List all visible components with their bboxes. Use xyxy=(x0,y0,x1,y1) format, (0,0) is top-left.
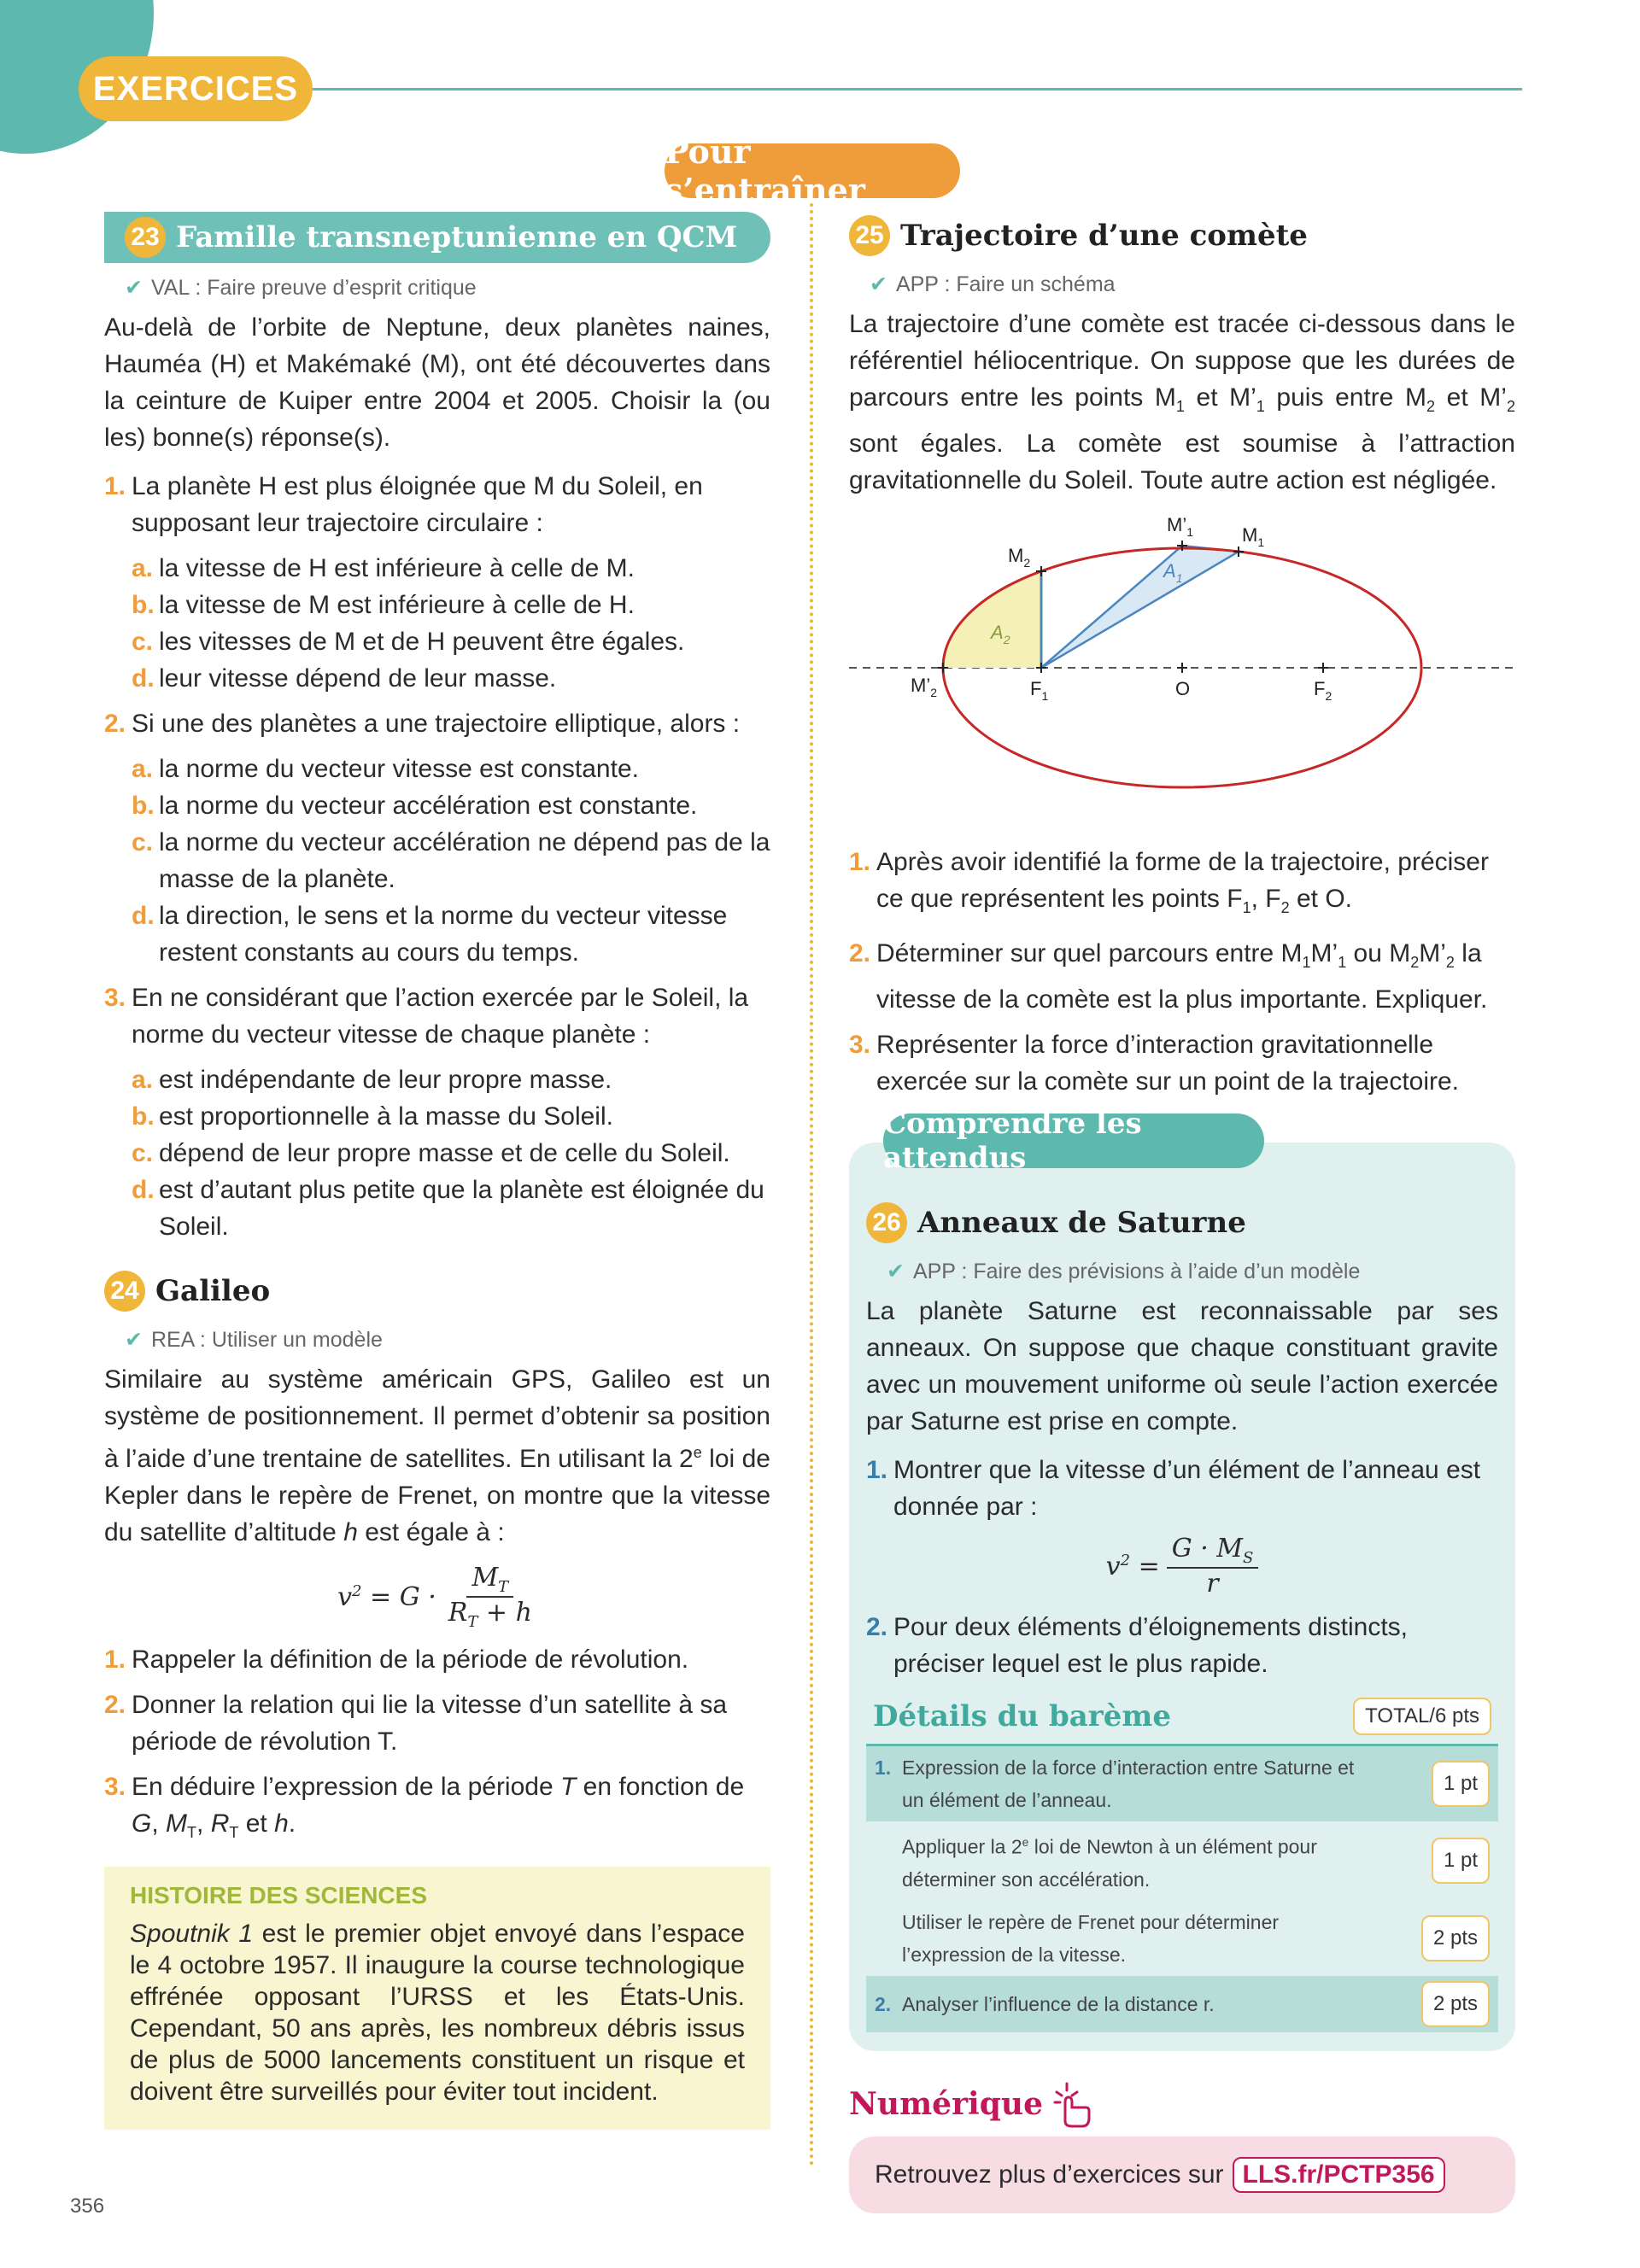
points-badge: 2 pts xyxy=(1421,1981,1490,2027)
right-column xyxy=(849,212,1515,2213)
exercise-26-header xyxy=(866,1199,1498,1247)
question: 1. Montrer que la vitesse d’un élément de l’anneau est donnée par : xyxy=(866,1456,1481,1521)
exercise-23-header xyxy=(104,212,770,263)
skill-line xyxy=(125,275,770,301)
skill-text: VAL : Faire preuve d’esprit critique xyxy=(150,276,477,300)
question: 3. Représenter la force d’interaction gravitationnelle exercée sur la comète sur un point de la trajectoire. xyxy=(849,1031,1460,1096)
exercise-title: Famille transneptunienne en QCM xyxy=(176,220,738,254)
attendus-tab: Comprendre les attendus xyxy=(883,1114,1264,1168)
bareme-row: Utiliser le repère de Frenet pour déterminer l’expression de la vitesse. 2 pts xyxy=(866,1901,1498,1976)
attendus-box xyxy=(849,1107,1515,2051)
exercise-intro: La trajectoire d’une comète est tracée ci-dessous dans le référentiel héliocentrique. On suppose que les durées de parcours entre les points $M_1$ et $M’_1$ puis entre $M_2$ et $M’_2$ sont égales. La comète est soumise à l’attraction gravitationnelle du Soleil. Toute autre action est négligée. xyxy=(849,310,1515,494)
question: 1. Après avoir identifié la forme de la trajectoire, préciser ce que représentent les points $F_1$, $F_2$ et O. xyxy=(849,848,1489,916)
option: d. la direction, le sens et la norme du vecteur vitesse restent constants au cours du temps. xyxy=(132,902,728,967)
numerique-title: Numérique xyxy=(849,2080,1515,2128)
header-rule xyxy=(313,88,1522,91)
label-f1: $F_1$ xyxy=(1030,678,1049,703)
bareme-header xyxy=(866,1691,1498,1746)
chapter-tab: EXERCICES xyxy=(79,56,313,121)
exercise-25-header xyxy=(849,212,1515,260)
label-o: O xyxy=(1175,678,1191,699)
label-m1: $M_1$ xyxy=(1242,524,1265,549)
section-title: Pour s’entraîner xyxy=(665,143,960,198)
exercise-intro: Similaire au système américain GPS, Galileo est un système de positionnement. Il permet d’obtenir sa position à l’aide d’une trentaine de satellites. En utilisant la 2e loi de Kepler dans le repère de Frenet, on montre que la vitesse du satellite d’altitude h est égale à : xyxy=(104,1365,770,1546)
exercise-number: 26 xyxy=(866,1202,907,1243)
numerique-box: Retrouvez plus d’exercices sur LLS.fr/PCTP356 xyxy=(849,2136,1515,2213)
question: 2. Déterminer sur quel parcours entre $M_1M’_1$ ou $M_2M’_2$ la vitesse de la comète est la plus importante. Expliquer. xyxy=(849,939,1488,1014)
bareme-row: Appliquer la 2e loi de Newton à un élément pour déterminer son accélération. 1 pt xyxy=(866,1821,1498,1901)
history-text: Spoutnik 1 est le premier objet envoyé dans l’espace le 4 octobre 1957. Il inaugure la course technologique effrénée opposant l’URSS et les États-Unis. Cependant, 50 ans après, les nombreux débris issus de plus de 5000 lancements constituent un risque et doivent être surveillés pour éviter tout incident. xyxy=(130,1920,745,2106)
history-title: HISTOIRE DES SCIENCES xyxy=(130,1882,428,1909)
options-list xyxy=(132,550,770,697)
question: 2. Si une des planètes a une trajectoire elliptique, alors : xyxy=(104,705,770,742)
skill-line xyxy=(887,1259,1498,1284)
option: b. la norme du vecteur accélération est constante. xyxy=(132,792,698,820)
option: a. est indépendante de leur propre masse. xyxy=(132,1066,612,1094)
exercise-24-header xyxy=(104,1267,770,1315)
exercise-intro: La planète Saturne est reconnaissable par ses anneaux. On suppose que chaque constituant gravite avec un mouvement uniforme où seule l’action exercée par Saturne est prise en compte. xyxy=(866,1297,1498,1435)
option: a. la vitesse de H est inférieure à celle de M. xyxy=(132,554,635,582)
area-a2 xyxy=(943,571,1041,668)
click-icon xyxy=(1050,2080,1098,2128)
exercises-link[interactable]: LLS.fr/PCTP356 xyxy=(1233,2157,1445,2193)
comet-orbit-diagram xyxy=(849,511,1515,818)
label-m2: $M_2$ xyxy=(1008,545,1031,570)
question: 3. En déduire l’expression de la période T en fonction de G, $M_T$, $R_T$ et h. xyxy=(104,1773,745,1841)
question-text: En ne considérant que l’action exercée par le Soleil, la norme du vecteur vitesse de chaque planète : xyxy=(132,984,749,1049)
option: b. est proportionnelle à la masse du Soleil. xyxy=(132,1102,613,1131)
bareme-row: 2. Analyser l’influence de la distance r. 2 pts xyxy=(866,1976,1498,2032)
exercise-title: Anneaux de Saturne xyxy=(917,1206,1246,1240)
history-box xyxy=(104,1867,770,2130)
exercise-title: Galileo xyxy=(155,1274,271,1308)
bareme-title: Détails du barème xyxy=(873,1699,1171,1733)
label-a1: $A_1$ xyxy=(1163,560,1183,585)
option: a. la norme du vecteur vitesse est constante. xyxy=(132,755,639,783)
skill-text: REA : Utiliser un modèle xyxy=(150,1328,383,1352)
option: c. dépend de leur propre masse et de celle du Soleil. xyxy=(132,1139,730,1167)
total-badge: TOTAL/6 pts xyxy=(1353,1698,1491,1735)
skill-line xyxy=(125,1327,770,1353)
label-m2-prime: $M’_2$ xyxy=(911,675,938,699)
question: 1. Rappeler la définition de la période de révolution. xyxy=(104,1645,689,1674)
option: d. leur vitesse dépend de leur masse. xyxy=(132,664,557,693)
option: b. la vitesse de M est inférieure à celle de H. xyxy=(132,591,635,619)
question: 1. La planète H est plus éloignée que M du Soleil, en supposant leur trajectoire circulaire : xyxy=(104,468,770,541)
check-icon: ✔ xyxy=(125,276,143,300)
option: c. les vitesses de M et de H peuvent être égales. xyxy=(132,628,685,656)
label-a2: $A_2$ xyxy=(991,622,1010,646)
saturn-formula: $v^2$ = $\frac{G \cdot M_S}{r}$ xyxy=(866,1534,1498,1599)
exercise-number: 25 xyxy=(849,215,890,256)
label-m1-prime: $M’_1$ xyxy=(1167,514,1194,539)
exercise-number: 23 xyxy=(125,217,166,258)
option: d. est d’autant plus petite que la planète est éloignée du Soleil. xyxy=(132,1176,764,1241)
left-column xyxy=(104,212,770,2130)
question: 2. Pour deux éléments d’éloignements distincts, préciser lequel est le plus rapide. xyxy=(866,1613,1408,1678)
options-list xyxy=(132,751,770,971)
points-badge: 1 pt xyxy=(1432,1838,1490,1884)
area-a1 xyxy=(1041,546,1239,668)
column-divider xyxy=(810,203,813,2167)
exercise-number: 24 xyxy=(104,1271,145,1312)
page-number: 356 xyxy=(70,2195,105,2218)
points-badge: 1 pt xyxy=(1432,1761,1490,1807)
exercise-title: Trajectoire d’une comète xyxy=(900,219,1308,253)
check-icon: ✔ xyxy=(125,1328,143,1352)
skill-line xyxy=(870,272,1515,297)
question-text: La planète H est plus éloignée que M du Soleil, en supposant leur trajectoire circulaire : xyxy=(132,472,703,537)
points-badge: 2 pts xyxy=(1421,1915,1490,1961)
option: c. la norme du vecteur accélération ne dépend pas de la masse de la planète. xyxy=(132,828,770,893)
question-text: Si une des planètes a une trajectoire elliptique, alors : xyxy=(132,710,741,738)
check-icon: ✔ xyxy=(887,1260,905,1283)
exercise-intro: Au-delà de l’orbite de Neptune, deux planètes naines, Hauméa (H) et Makémaké (M), ont été découvertes dans la ceinture de Kuiper entre 2004 et 2005. Choisir la (ou les) bonne(s) réponse(s). xyxy=(104,313,770,452)
label-f2: $F_2$ xyxy=(1314,678,1332,703)
skill-text: APP : Faire des prévisions à l’aide d’un modèle xyxy=(912,1260,1361,1283)
question: 3. En ne considérant que l’action exercée par le Soleil, la norme du vecteur vitesse de chaque planète : xyxy=(104,979,770,1053)
question: 2. Donner la relation qui lie la vitesse d’un satellite à sa période de révolution T. xyxy=(104,1691,728,1756)
velocity-formula: $v^2 = G$ · $\frac{M_T}{R_T + h}$ xyxy=(337,1563,532,1631)
options-list xyxy=(132,1061,770,1245)
check-icon: ✔ xyxy=(870,272,887,296)
skill-text: APP : Faire un schéma xyxy=(895,272,1116,296)
bareme-row: 1. Expression de la force d’interaction entre Saturne et un élément de l’anneau. 1 pt xyxy=(866,1746,1498,1821)
